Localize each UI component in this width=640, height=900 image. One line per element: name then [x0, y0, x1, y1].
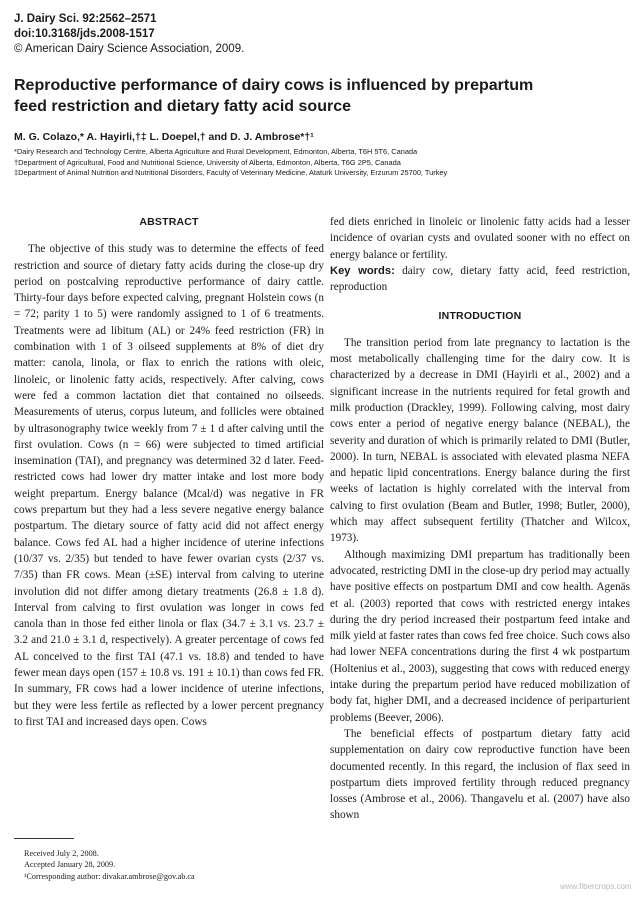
footnote-rule — [14, 838, 74, 839]
abstract-continued: fed diets enriched in linoleic or linolenic fatty acids had a lesser incidence of ovarian cysts and ovulated sooner with no effect on energy balance or fertility. — [330, 216, 630, 261]
article-title — [14, 75, 626, 117]
keywords-text: dairy cow, dietary fatty acid, feed restriction, reproduction — [330, 264, 631, 294]
journal-citation: J. Dairy Sci. 92:2562–2571 — [14, 13, 157, 25]
footnotes — [24, 848, 195, 882]
title-line-1: Reproductive performance of dairy cows is influenced by prepartum — [14, 77, 534, 94]
watermark: www.fibercrops.com — [560, 882, 632, 891]
keywords-label: Key words: — [330, 264, 395, 277]
received-date: Received July 2, 2008. — [24, 849, 99, 858]
doi-line: doi:10.3168/jds.2008-1517 — [14, 28, 155, 40]
journal-header — [14, 12, 244, 57]
affiliation-3: ‡Department of Animal Nutrition and Nutritional Disorders, Faculty of Veterinary Medicine, Ataturk University, Erzurum 25700, Turkey — [14, 168, 448, 177]
copyright-line: © American Dairy Science Association, 2009. — [14, 43, 245, 55]
author-list: M. G. Colazo,* A. Hayirli,†‡ L. Doepel,† and D. J. Ambrose*†¹ — [14, 131, 314, 143]
intro-paragraph-2: Although maximizing DMI prepartum has traditionally been advocated, restricting DMI in the close-up dry period may actually have positive effects on postpartum DMI and cow health. Agenäs et al. (2003) reported that cows with restricted energy intakes during the dry period increased their postpartum feed intake and milk yield at faster rates than cows fed free choice. Such cows also had lower NEFA concentrations during the first 4 wk postpartum (Holtenius et al., 2003), suggesting that cows with reduced energy intake during the prepartum period have reduced mobilization of body fat, higher DMI, and a decreased incidence of periparturient problems (Beever, 2006). — [330, 548, 630, 724]
abstract-text: The objective of this study was to determine the effects of feed restriction and source of dietary fatty acids during the close-up dry period on postcalving reproductive performance of dairy cattle. Thirty-four days before expected calving, pregnant Holstein cows (n = 72; parity 1 to 5) were randomly assigned to 1 of 6 treatments. Treatments were ad libitum (AL) or 24% feed restriction (FR) in combination with 1 of 3 oilseed supplements at 8% of diet dry matter: canola, linola, or flax to enrich the rations with oleic, linoleic, or linolenic fatty acids, respectively. After calving, cows were fed a common lactation diet that contained no oilseeds. Measurements of uterus, corpus luteum, and follicles were obtained by ultrasonography twice weekly from 7 ± 1 d after calving until the first ovulation. Cows (n = 66) were subjected to timed artificial insemination (TAI), and pregnancy was determined 32 d later. Feed-restricted cows had lower dry matter intake and lost more body weight prepartum. Energy balance (Mcal/d) was negative in FR cows prepartum but they had a less severe negative energy balance postpartum. The dietary source of fatty acid did not affect energy balance. Cows fed AL had a higher incidence of uterine infections (10/37 vs. 2/35) but tended to have fewer ovarian cysts (2/37 vs. 7/35) than FR cows. Mean (±SE) interval from calving to uterine involution did not differ among dietary treatments (26.8 ± 1.8 d). Interval from calving to first ovulation was longer in cows fed canola than in those fed either linola or flax (34.7 ± 3.1 vs. 23.7 ± 3.2 and 21.0 ± 3.1 d, respectively). A greater percentage of cows fed AL conceived to the first TAI (47.1 vs. 18.8) and tended to have fewer mean days open (157 ± 10.8 vs. 191 ± 10.1) than cows fed FR. In summary, FR cows had a lower incidence of uterine infections, but they were less fertile as reflected by a lower percent pregnancy to first TAI and increased days open. Cows — [14, 243, 324, 728]
affiliation-1: *Dairy Research and Technology Centre, Alberta Agriculture and Rural Development, Edmonton, Alberta, T6H 5T6, Canada — [14, 147, 418, 156]
introduction-heading: INTRODUCTION — [438, 310, 522, 323]
affiliations — [14, 147, 447, 179]
affiliation-2: †Department of Agricultural, Food and Nutritional Science, University of Alberta, Edmonton, Alberta, T6G 2P5, Canada — [14, 157, 401, 167]
abstract-heading: ABSTRACT — [139, 216, 199, 228]
title-line-2: feed restriction and dietary fatty acid source — [14, 98, 351, 115]
intro-paragraph-3: The beneficial effects of postpartum dietary fatty acid supplementation on dairy cow reproductive function have been documented recently. In this regard, the inclusion of flax seed in postpartum diets improved fertility through reduced pregnancy losses (Ambrose et al., 2006). Thangavelu et al. (2007) have also shown — [330, 727, 630, 822]
keywords — [330, 263, 630, 296]
intro-paragraph-1: The transition period from late pregnancy to lactation is the most metabolically challenging time for the dairy cow. It is characterized by a decrease in DMI (Hayirli et al., 2002) and a significant increase in the nutrients required for fetal growth and milk production (Drackley, 1999). Following calving, most dairy cows enter a period of negative energy balance (NEBAL), the severity and duration of which is primarily related to DMI (Butler, 2000). In turn, NEBAL is associated with elevated plasma NEFA and hepatic lipid concentrations. Energy balance during the first weeks of lactation is highly correlated with the interval from calving to first ovulation (Beam and Butler, 1998; Butler, 2000), which may affect subsequent fertility (Thatcher and Wilcox, 1973). — [330, 336, 630, 545]
accepted-date: Accepted January 28, 2009. — [24, 860, 116, 870]
right-column — [330, 214, 630, 824]
left-column — [14, 214, 324, 730]
corresponding-author: ¹Corresponding author: divakar.ambrose@gov.ab.ca — [24, 871, 195, 881]
